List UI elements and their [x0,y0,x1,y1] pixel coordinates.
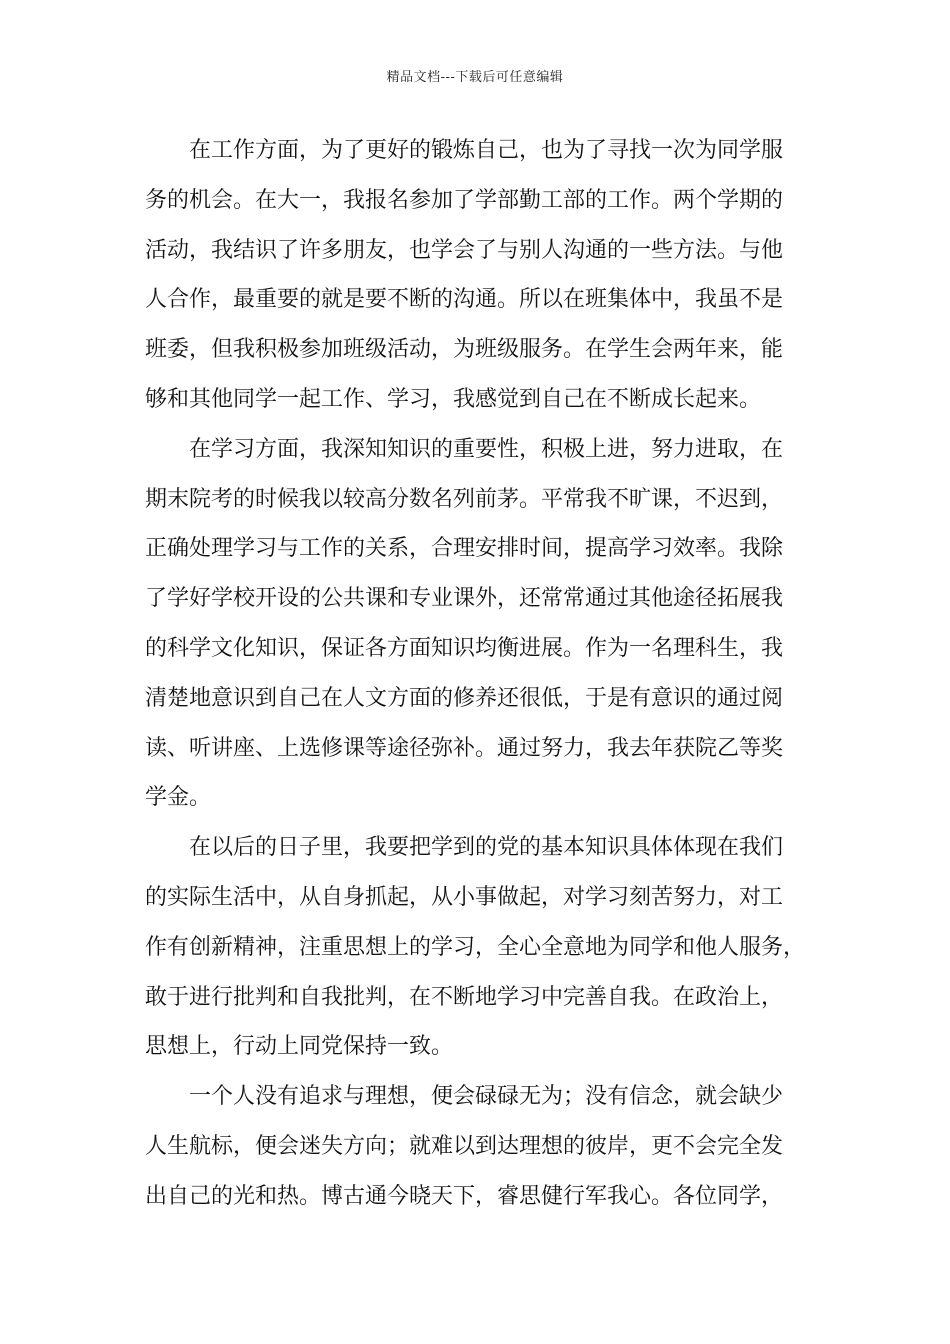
paragraph-4-line-1: 一个人没有追求与理想，便会碌碌无为；没有信念，就会缺少 [189,1084,784,1110]
paragraph-4-line-3: 出自己的光和热。博古通今晓天下，睿思健行军我心。各位同学， [145,1183,784,1209]
paragraph-2-line-3: 正确处理学习与工作的关系，合理安排时间，提高学习效率。我除 [145,536,784,562]
paragraph-1-line-4: 人合作，最重要的就是要不断的沟通。所以在班集体中，我虽不是 [145,287,784,313]
paragraph-3-line-4: 敢于进行批判和自我批判，在不断地学习中完善自我。在政治上， [145,984,784,1010]
paragraph-2-line-1: 在学习方面，我深知知识的重要性，积极上进，努力进取，在 [189,436,784,462]
paragraph-3-line-1: 在以后的日子里，我要把学到的党的基本知识具体体现在我们 [189,835,784,861]
page-header: 精品文档---下载后可任意编辑 [386,70,564,85]
paragraph-1-line-1: 在工作方面，为了更好的锻炼自己，也为了寻找一次为同学服 [189,138,784,163]
paragraph-2-line-2: 期末院考的时候我以较高分数名列前茅。平常我不旷课，不迟到， [145,486,784,512]
paragraph-1-line-2: 务的机会。在大一，我报名参加了学部勤工部的工作。两个学期的 [145,187,784,213]
paragraph-2-line-4: 了学好学校开设的公共课和专业课外，还常常通过其他途径拓展我 [145,586,784,612]
paragraph-3-line-5: 思想上，行动上同党保持一致。 [145,1034,454,1060]
paragraph-4-line-2: 人生航标，便会迷失方向；就难以到达理想的彼岸，更不会完全发 [145,1133,784,1159]
paragraph-2-line-5: 的科学文化知识，保证各方面知识均衡进展。作为一名理科生，我 [145,635,784,661]
paragraph-1-line-5: 班委，但我积极参加班级活动，为班级服务。在学生会两年来，能 [145,337,784,363]
paragraph-3-line-3: 作有创新精神，注重思想上的学习，全心全意地为同学和他人服务， [145,934,806,960]
document-body [145,126,825,1222]
paragraph-1-line-6: 够和其他同学一起工作、学习，我感觉到自己在不断成长起来。 [145,386,762,412]
paragraph-2-line-7: 读、听讲座、上选修课等途径弥补。通过努力，我去年获院乙等奖 [145,735,784,761]
paragraph-1-line-3: 活动，我结识了许多朋友，也学会了与别人沟通的一些方法。与他 [145,237,784,263]
paragraph-2-line-6: 清楚地意识到自己在人文方面的修养还很低，于是有意识的通过阅 [145,685,784,711]
paragraph-2-line-8: 学金。 [145,785,212,811]
paragraph-3-line-2: 的实际生活中，从自身抓起，从小事做起，对学习刻苦努力，对工 [145,884,784,910]
